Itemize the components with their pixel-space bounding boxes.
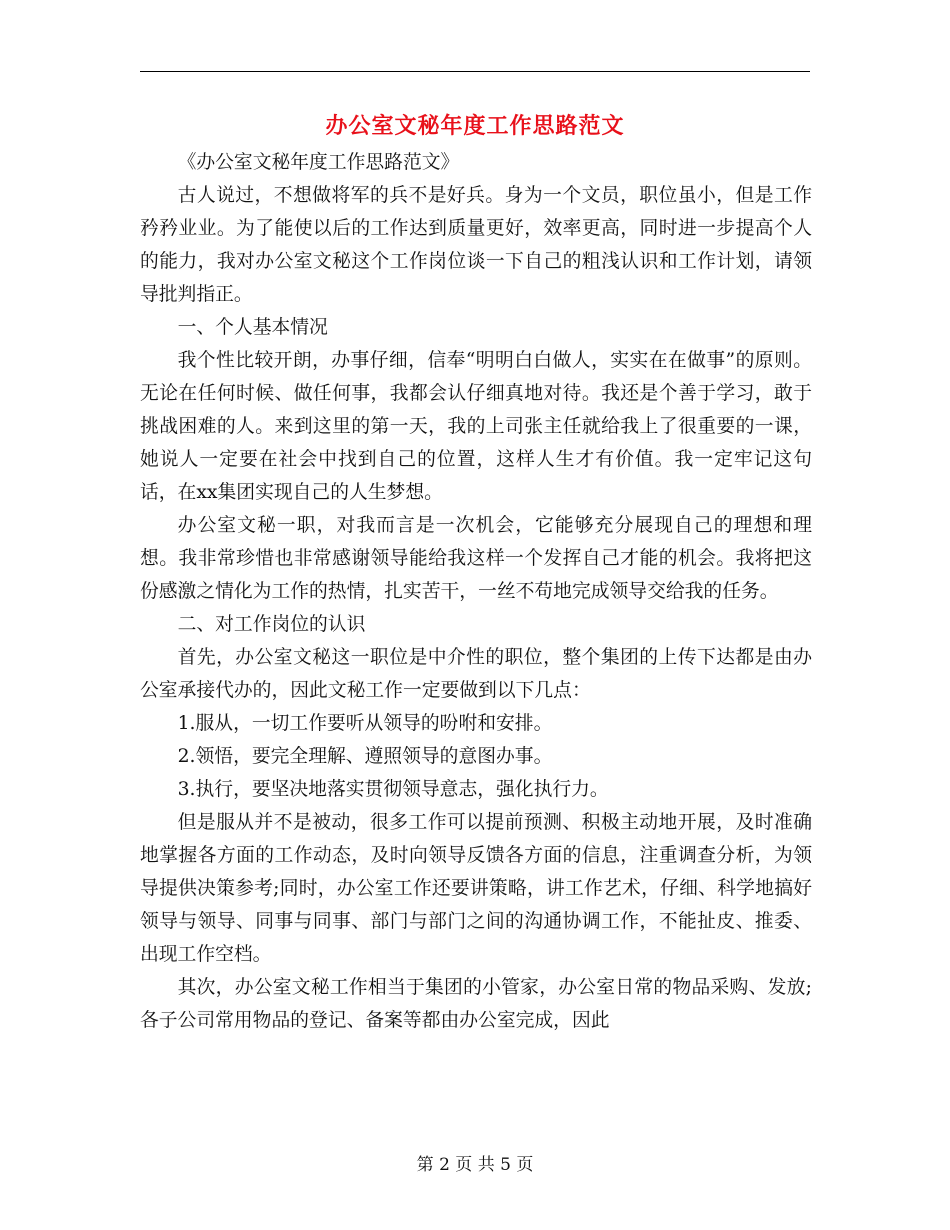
document-body [140,146,812,1037]
paragraph-doc-name: 《办公室文秘年度工作思路范文》 [177,152,460,173]
list-item-3: 3.执行，要坚决地落实贯彻领导意志，强化执行力。 [177,779,609,800]
paragraph-second: 其次，办公室文秘工作相当于集团的小管家，办公室日常的物品采购、发放;各子公司常用物品的登记、备案等都由办公室完成，因此 [140,977,812,1031]
section-heading-1: 一、个人基本情况 [177,317,328,338]
section-heading-2: 二、对工作岗位的认识 [177,614,366,635]
header-rule [140,71,810,72]
paragraph-personal: 我个性比较开朗，办事仔细，信奉“明明白白做人，实实在在做事”的原则。无论在任何时候、做任何事，我都会认仔细真地对待。我还是个善于学习，敢于挑战困难的人。来到这里的第一天，我的上司张主任就给我上了很重要的一课，她说人一定要在社会中找到自己的位置，这样人生才有价值。我一定牢记这句话，在xx集团实现自己的人生梦想。 [140,350,812,503]
paragraph-intro: 古人说过，不想做将军的兵不是好兵。身为一个文员，职位虽小，但是工作矜矜业业。为了能使以后的工作达到质量更好，效率更高，同时进一步提高个人的能力，我对办公室文秘这个工作岗位谈一下自己的粗浅认识和工作计划，请领导批判指正。 [140,185,812,305]
paragraph-first: 首先，办公室文秘这一职位是中介性的职位，整个集团的上传下达都是由办公室承接代办的，因此文秘工作一定要做到以下几点： [140,647,812,701]
list-item-1: 1.服从，一切工作要听从领导的吩咐和安排。 [177,713,553,734]
page-footer: 第 2 页 共 5 页 [416,1155,534,1175]
paragraph-however: 但是服从并不是被动，很多工作可以提前预测、积极主动地开展，及时准确地掌握各方面的工作动态，及时向领导反馈各方面的信息，注重调查分析，为领导提供决策参考;同时，办公室工作还要讲策略，讲工作艺术，仔细、科学地搞好领导与领导、同事与同事、部门与部门之间的沟通协调工作，不能扯皮、推委、出现工作空档。 [140,812,812,965]
list-item-2: 2.领悟，要完全理解、遵照领导的意图办事。 [177,746,553,767]
paragraph-opportunity: 办公室文秘一职，对我而言是一次机会，它能够充分展现自己的理想和理想。我非常珍惜也非常感谢领导能给我这样一个发挥自己才能的机会。我将把这份感激之情化为工作的热情，扎实苦干，一丝不苟地完成领导交给我的任务。 [140,515,812,602]
document-title: 办公室文秘年度工作思路范文 [325,113,625,139]
